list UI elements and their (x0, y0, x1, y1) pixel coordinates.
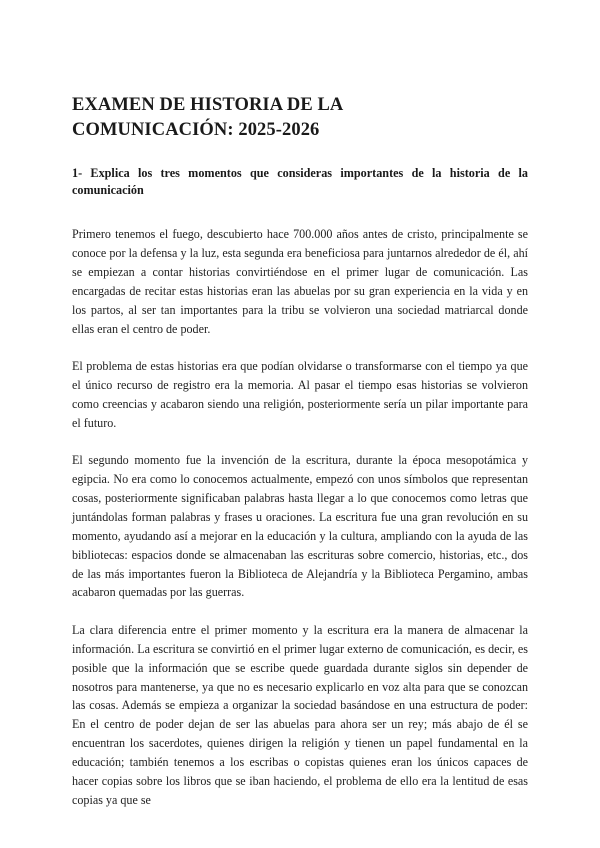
paragraph-4: La clara diferencia entre el primer momento y la escritura era la manera de almacenar la información. La escritura se convirtió en el primer lugar externo de comunicación, es decir, es posible que la información que se escribe quede guardada durante siglos sin depender de nosotros para mantenerse, ya que no es necesario explicarlo en voz alta para que se conozcan las cosas. Además se empieza a organizar la sociedad basándose en una estructura de poder: En el centro de poder dejan de ser las abuelas para ahora ser un rey; más abajo de él se encuentran los sacerdotes, quienes dirigen la religión y tienen un papel fundamental en la educación; también tenemos a los escribas o copistas quienes eran los únicos capaces de hacer copias sobre los libros que se iban haciendo, el problema de ello era la lentitud de esas copias ya que se (72, 622, 528, 807)
question-heading: 1- Explica los tres momentos que consideras importantes de la historia de la comunicación (72, 166, 528, 197)
paragraph-2: El problema de estas historias era que podían olvidarse o transformarse con el tiempo ya que el único recurso de registro era la memoria. Al pasar el tiempo esas historias se volvieron como creencias y acabaron siendo una religión, posteriormente sería un pilar importante para el futuro. (72, 358, 528, 430)
paragraph-1: Primero tenemos el fuego, descubierto hace 700.000 años antes de cristo, principalmente se conoce por la defensa y la luz, esta segunda era beneficiosa para juntarnos alrededor de él, ahí se empiezan a contar historias convirtiéndose en el primer lugar de comunicación. Las encargadas de recitar estas historias eran las abuelas por su gran experiencia en la vida y en los partos, al ser tan importantes para la tribu se volvieron una sociedad matriarcal donde ellas eran el centro de poder. (72, 227, 528, 336)
title-line-2: COMUNICACIÓN: 2025-2026 (72, 120, 320, 140)
paragraph-3: El segundo momento fue la invención de la escritura, durante la época mesopotámica y egipcia. No era como lo conocemos actualmente, empezó con unos símbolos que representan cosas, posteriormente significaban palabras hasta llegar a lo que conocemos como letras que juntándolas forman palabras y frases u oraciones. La escritura fue una gran revolución en su momento, ayudando así a mejorar en la educación y la cultura, ampliando con la ayuda de las bibliotecas: espacios donde se almacenaban las escrituras sobre comercio, historias, etc., dos de las más importantes fueron la Biblioteca de Alejandría y la Biblioteca Pergamino, ambas acabaron quemadas por las guerras. (72, 453, 528, 600)
document-page (72, 93, 528, 828)
document-title (72, 93, 528, 143)
title-line-1: EXAMEN DE HISTORIA DE LA (72, 95, 344, 115)
